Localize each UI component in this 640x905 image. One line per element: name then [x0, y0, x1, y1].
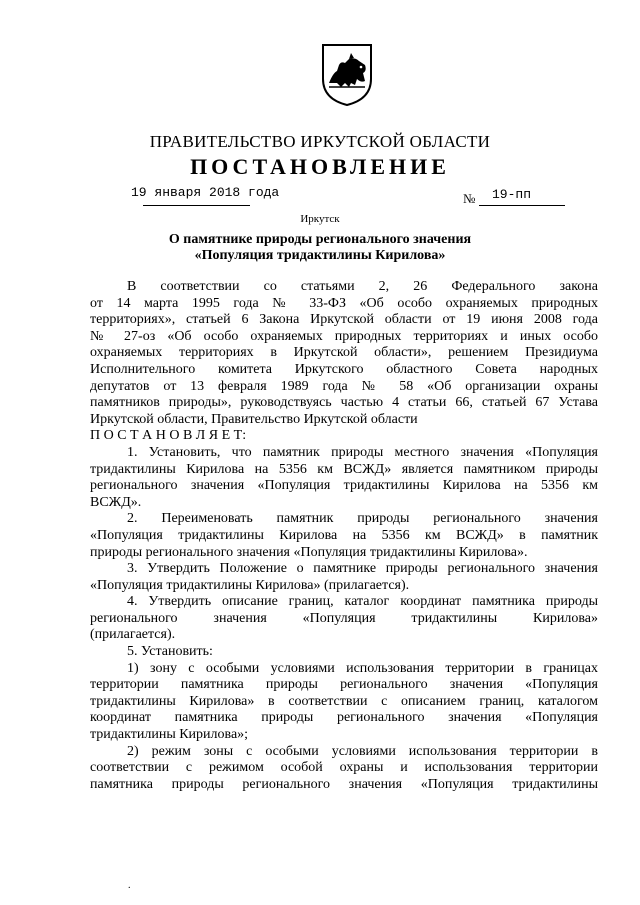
body-line: «Популяция тридактилины Кирилова» (прилагается). [90, 577, 410, 593]
footer-mark: . [128, 880, 131, 891]
resolves-heading: П О С Т А Н О В Л Я Е Т: [90, 428, 247, 444]
body-line: тридактилины Кирилова на 5356 км ВСЖД» является памятником природы [90, 461, 598, 477]
date-underline [143, 205, 250, 206]
body-line: от 14 марта 1995 года № 33-ФЗ «Об особо охраняемых природных [90, 295, 598, 311]
body-line: соответствии с режимом особой охраны и использования территории [90, 760, 598, 776]
title-line: «Популяция тридактилины Кирилова» [194, 248, 446, 263]
body-line: территориях», статьей 6 Закона Иркутской области от 19 июня 2008 года [90, 312, 598, 328]
body-line: тридактилины Кирилова»; [90, 727, 249, 743]
body-line: 1. Установить, что памятник природы местного значения «Популяция [127, 444, 598, 460]
body-line: Иркутской области, Правительство Иркутской области [90, 411, 418, 427]
body-line: 1) зону с особыми условиями использования территории в границах [127, 660, 598, 676]
body-line: ВСЖД». [90, 494, 142, 510]
coat-of-arms-emblem [321, 43, 373, 107]
number-underline [479, 205, 565, 206]
body-line: № 27-оз «Об особо охраняемых природных территориях и иных особо [90, 328, 598, 344]
body-line: территории памятника природы регионального значения «Популяция [90, 677, 598, 693]
number-sign: № [463, 191, 476, 206]
body-line: Исполнительного комитета Иркутского областного Совета народных [90, 361, 598, 377]
body-line: регионального значения «Популяция тридактилины Кирилова на 5356 км [90, 478, 598, 494]
body-line: 3. Утвердить Положение о памятнике природы регионального значения [127, 561, 598, 577]
body-line: тридактилины Кирилова» в соответствии с описанием границ, каталогом [90, 693, 598, 709]
body-line: памятников природы», руководствуясь частью 4 статьи 66, статьей 67 Устава [90, 395, 598, 411]
document-title [0, 232, 640, 264]
body-line: 4. Утвердить описание границ, каталог координат памятника природы [127, 594, 598, 610]
body-line: 2) режим зоны с особыми условиями использования территории в [127, 743, 598, 759]
decree-number: 19-пп [492, 187, 532, 202]
body-line: координат памятника природы регионального значения «Популяция [90, 710, 598, 726]
title-line: О памятнике природы регионального значения [168, 232, 472, 247]
body-line: природы регионального значения «Популяция тридактилины Кирилова». [90, 544, 528, 560]
city-name: Иркутск [300, 213, 340, 225]
body-line: «Популяция тридактилины Кирилова на 5356 км ВСЖД» в памятник [90, 527, 598, 543]
body-line: регионального значения «Популяция тридактилины Кирилова» [90, 610, 598, 626]
body-line: 5. Установить: [127, 644, 213, 660]
body-line: охраняемых территориях в Иркутской области», решением Президиума [90, 345, 598, 361]
document-body [90, 279, 598, 793]
body-line: (прилагается). [90, 627, 176, 643]
body-line: В соответствии со статьями 2, 26 Федерального закона [127, 279, 598, 294]
government-name: ПРАВИТЕЛЬСТВО ИРКУТСКОЙ ОБЛАСТИ [149, 132, 491, 151]
body-line: депутатов от 13 февраля 1989 года № 58 «Об организации охраны [90, 378, 598, 394]
body-line: 2. Переименовать памятник природы регионального значения [127, 511, 598, 527]
document-type: ПОСТАНОВЛЕНИЕ [190, 154, 450, 179]
decree-date: 19 января 2018 года [131, 185, 280, 200]
body-line: памятника природы регионального значения «Популяция тридактилины [90, 776, 598, 792]
